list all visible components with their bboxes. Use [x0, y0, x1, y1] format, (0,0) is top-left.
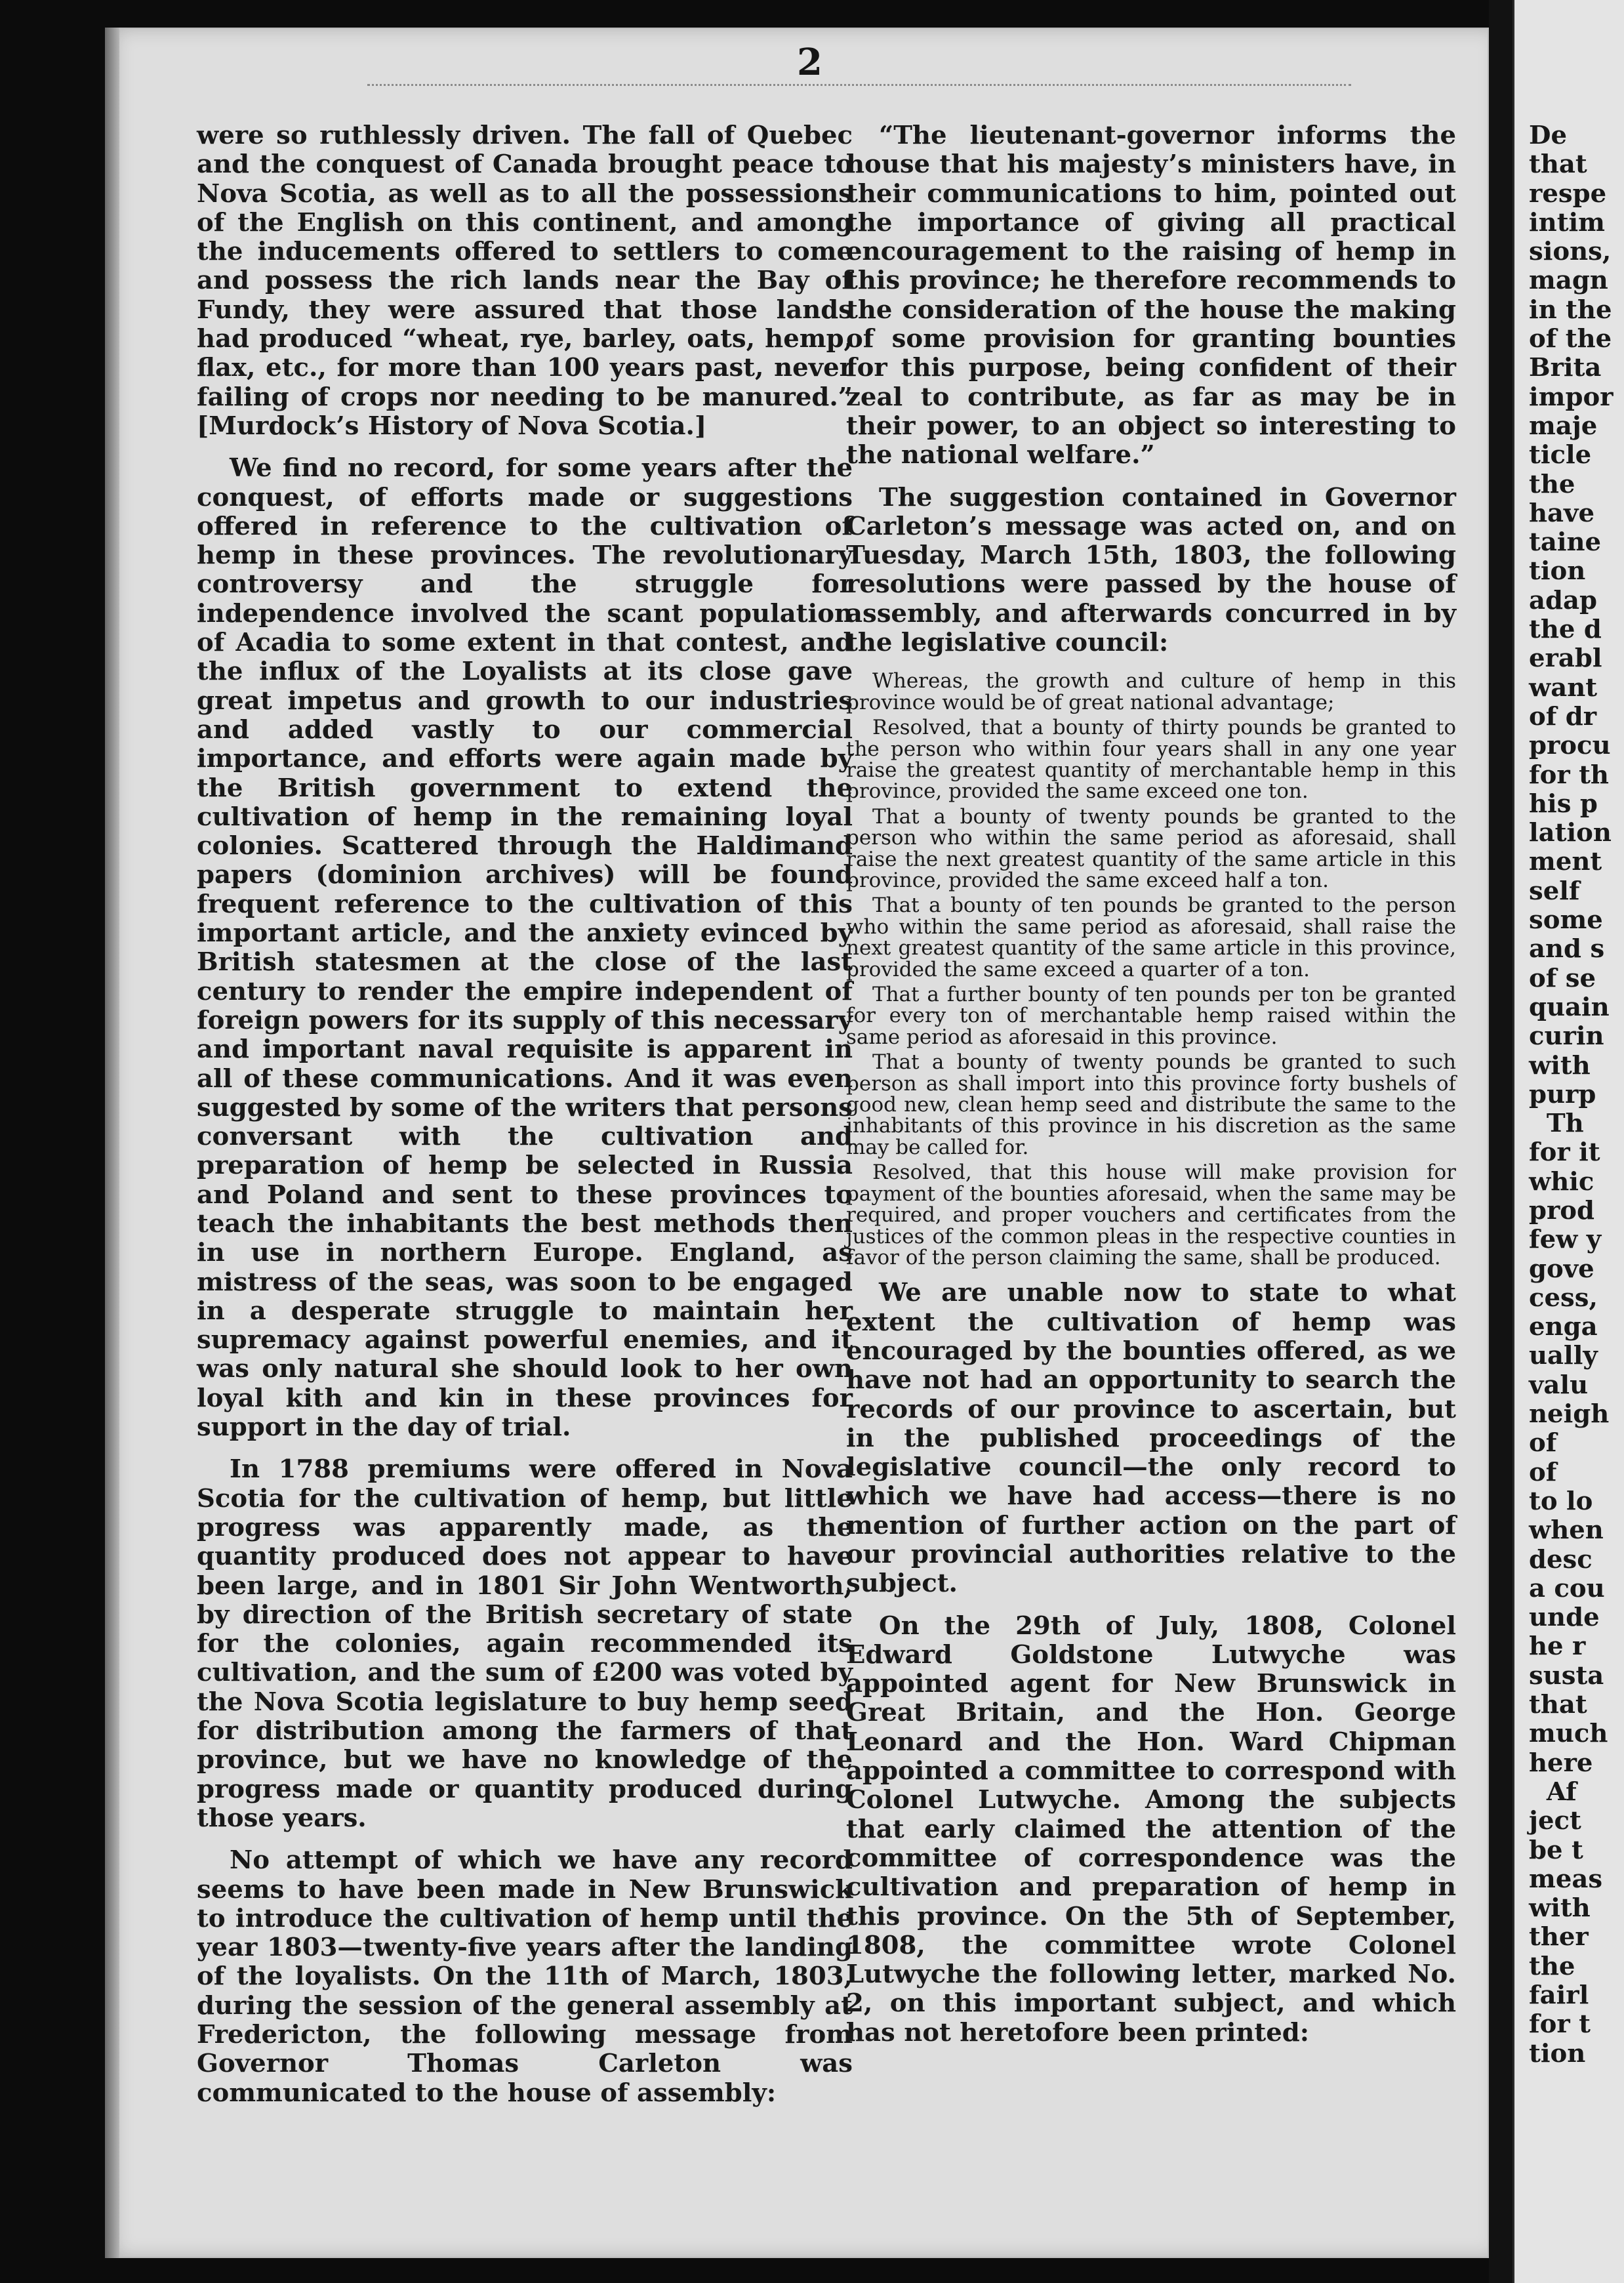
resolution: That a bounty of twenty pounds be granted to the person who within the same period as aforesaid, shall raise the next greatest quantity of the same article in this province, provided the same exceed half a ton.: [846, 804, 1456, 892]
resolution: That a bounty of ten pounds be granted to the person who within the same period as aforesaid, shall raise the next greatest quantity of the same article in this province, provided the same exceed a quarter of a ton.: [846, 894, 1456, 981]
resolution: Resolved, that a bounty of thirty pounds be granted to the person who within four years shall in any one year raise the greatest quantity of merchantable hemp in this province, provided the same exceed one ton.: [846, 716, 1456, 804]
left-column: [197, 121, 853, 2121]
paragraph: No attempt of which we have any record seems to have been made in New Brunswick to introduce the cultivation of hemp until the year 1803—twenty-five years after the landing of the loyalists. On the 11th of March, 1803, during the session of the general assembly at Fredericton, the following message from Governor Thomas Carleton was communicated to the house of assembly:: [197, 1845, 853, 2108]
paragraph: We find no record, for some years after the conquest, of efforts made or suggestions offered in reference to the cultivation of hemp in these provinces. The revolutionary controversy and the struggle for independence involved the scant population of Acadia to some extent in that contest, and the influx of the Loyalists at its close gave great impetus and growth to our industries and added vastly to our commercial importance, and efforts were again made by the British government to extend the cultivation of hemp in the remaining loyal colonies. Scattered through the Haldimand papers (dominion archives) will be found frequent reference to the cultivation of this important article, and the anxiety evinced by British statesmen at the close of the last century to render the empire independent of foreign powers for its supply of this necessary and important naval requisite is apparent in all of these communications. And it was even suggested by some of the writers that persons conversant with the cultivation and preparation of hemp be selected in Russia and Poland and sent to these provinces to teach the inhabitants the best methods then in use in northern Europe. England, as mistress of the seas, was soon to be engaged in a desperate struggle to maintain her supremacy against powerful enemies, and it was only natural she should look to her own loyal kith and kin in these provinces for support in the day of trial.: [197, 453, 853, 1443]
header-rule: [367, 84, 1351, 86]
resolution: That a further bounty of ten pounds per ton be granted for every ton of merchantable hemp raised within the same period as aforesaid in this province.: [846, 983, 1456, 1049]
page-number: 2: [797, 41, 822, 84]
adjacent-page: [1512, 0, 1624, 2283]
resolution: That a bounty of twenty pounds be granted to such person as shall import into this province forty bushels of good new, clean hemp seed and distribute the same to the inhabitants of this province in his discretion as the same may be called for.: [846, 1050, 1456, 1159]
adjacent-page-text: De that respe intim sions, magn in the of the Brita impor maje ticle the have taine tion adap the d erabl want of dr procu for th his p lation ment self some and s of se quain curin with purp Th for it whic prod few y gove cess, enga ually valu neigh of of to lo when desc a cou unde he r susta that much here Af ject be t meas with ther the fairl for t tion: [1529, 121, 1614, 2068]
right-column: [846, 121, 1456, 2061]
paragraph: were so ruthlessly driven. The fall of Quebec and the conquest of Canada brought peace to Nova Scotia, as well as to all the possessions of the English on this continent, and among the inducements offered to settlers to come and possess the rich lands near the Bay of Fundy, they were assured that those lands had produced “wheat, rye, barley, oats, hemp, flax, etc., for more than 100 years past, never failing of crops nor needing to be manured.” [Murdock’s History of Nova Scotia.]: [197, 121, 853, 441]
paragraph: On the 29th of July, 1808, Colonel Edward Goldstone Lutwyche was appointed agent for New Brunswick in Great Britain, and the Hon. George Leonard and the Hon. Ward Chipman appointed a committee to correspond with Colonel Lutwyche. Among the subjects that early claimed the attention of the committee of correspondence was the cultivation and preparation of hemp in this province. On the 5th of September, 1808, the committee wrote Colonel Lutwyche the following letter, marked No. 2, on this important subject, and which has not heretofore been printed:: [846, 1611, 1456, 2047]
governor-message: “The lieutenant-governor informs the house that his majesty’s ministers have, in their communications to him, pointed out the importance of giving all practical encouragement to the raising of hemp in this province; he therefore recommends to the consideration of the house the making of some provision for granting bounties for this purpose, being confident of their zeal to contribute, as far as may be in their power, to an object so interesting to the national welfare.”: [846, 121, 1456, 470]
page-edge-shadow: [105, 28, 119, 2258]
paragraph: The suggestion contained in Governor Carleton’s message was acted on, and on Tuesday, March 15th, 1803, the following resolutions were passed by the house of assembly, and afterwards concurred in by the legislative council:: [846, 482, 1456, 658]
paragraph: In 1788 premiums were offered in Nova Scotia for the cultivation of hemp, but little progress was apparently made, as the quantity produced does not appear to have been large, and in 1801 Sir John Wentworth, by direction of the British secretary of state for the colonies, again recommended its cultivation, and the sum of £200 was voted by the Nova Scotia legislature to buy hemp seed for distribution among the farmers of that province, but we have no knowledge of the progress made or quantity produced during those years.: [197, 1454, 853, 1833]
resolution: Resolved, that this house will make provision for payment of the bounties aforesaid, when the same may be required, and proper vouchers and certificates from the justices of the common pleas in the respective counties in favor of the person claiming the same, shall be produced.: [846, 1161, 1456, 1269]
page-gutter: [1489, 0, 1512, 2283]
resolution: Whereas, the growth and culture of hemp in this province would be of great national advantage;: [846, 669, 1456, 714]
paragraph: We are unable now to state to what extent the cultivation of hemp was encouraged by the bounties offered, as we have not had an opportunity to search the records of our province to ascertain, but in the published proceedings of the legislative council—the only record to which we have had access—there is no mention of further action on the part of our provincial authorities relative to the subject.: [846, 1278, 1456, 1599]
